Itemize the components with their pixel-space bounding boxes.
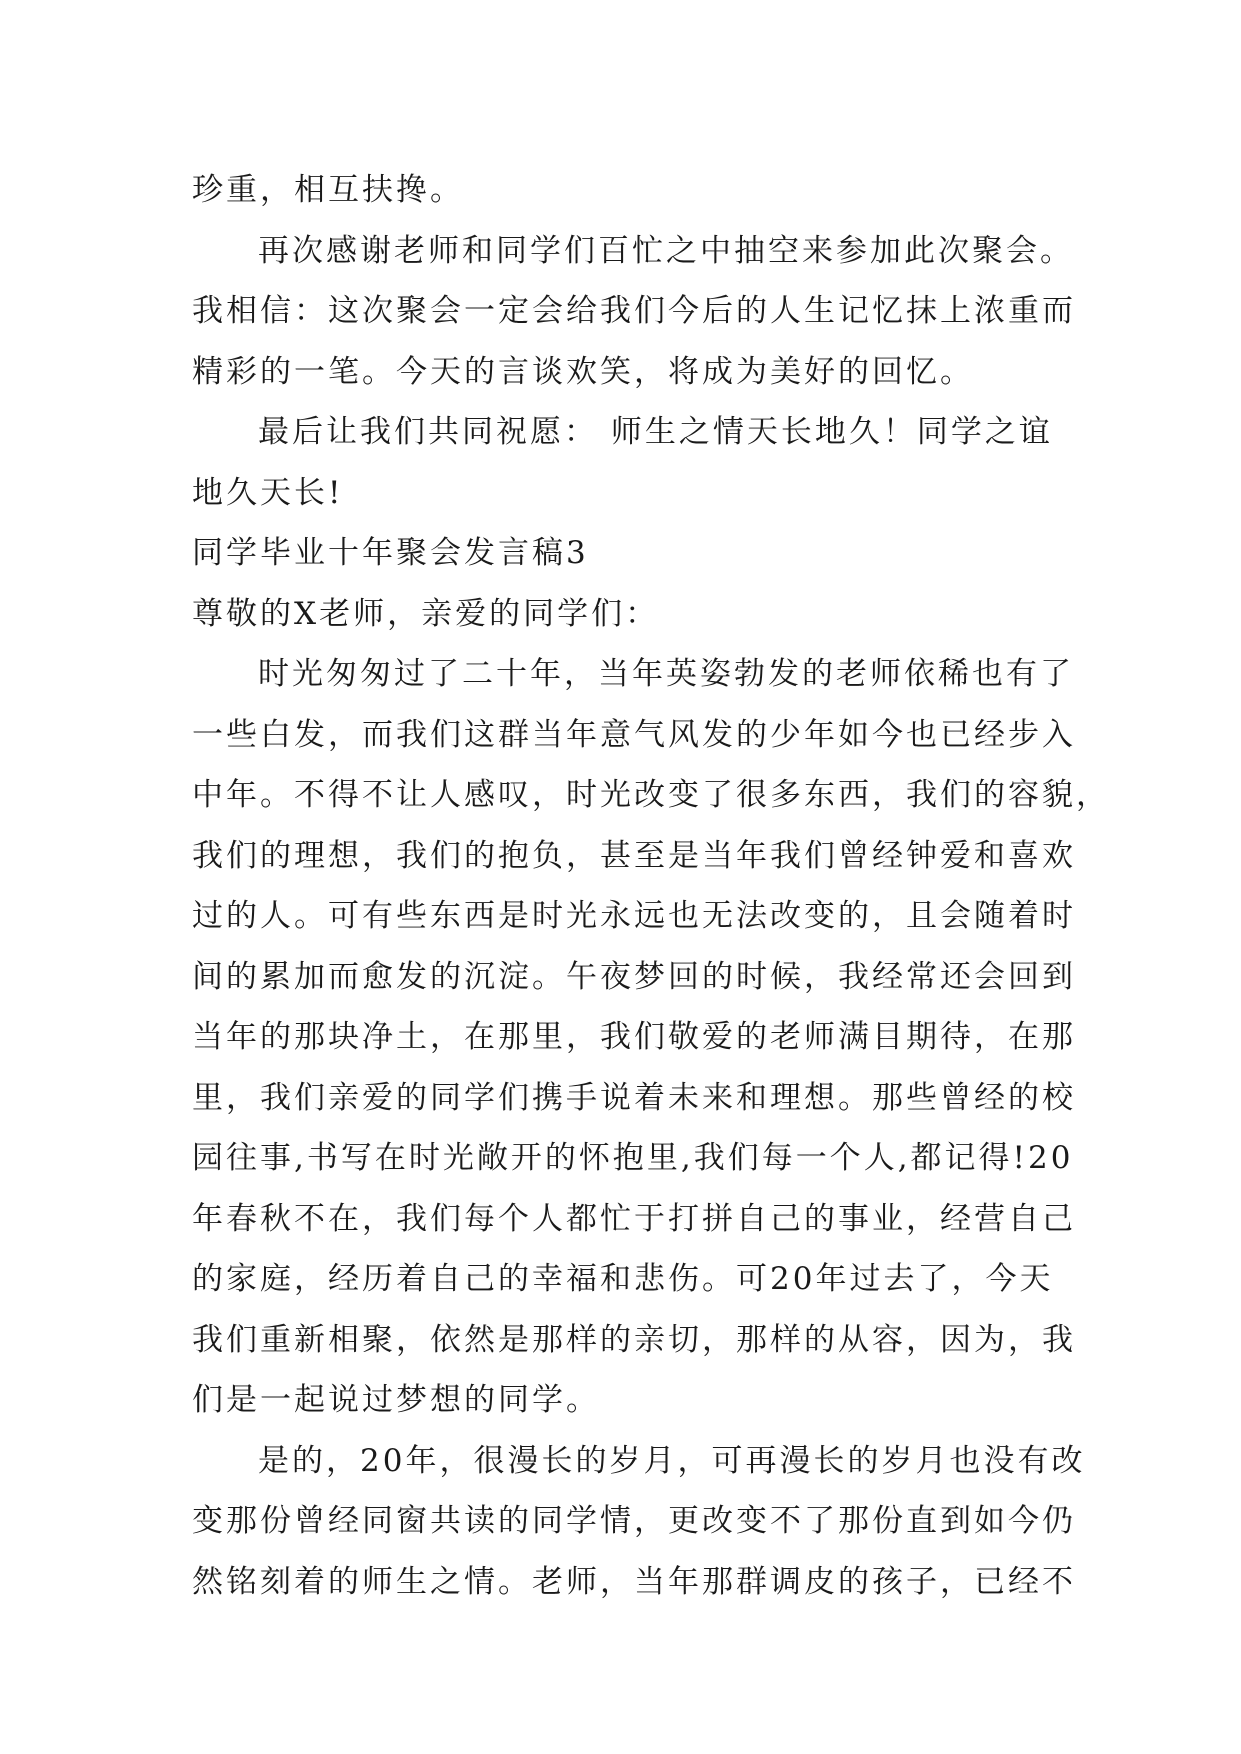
text-line: 我相信：这次聚会一定会给我们今后的人生记忆抹上浓重而 (192, 293, 1076, 329)
text-line: 一些白发，而我们这群当年意气风发的少年如今也已经步入 (192, 716, 1076, 753)
text-line: 园往事,书写在时光敞开的怀抱里,我们每一个人,都记得!20 (192, 1140, 1074, 1176)
text-line: 然铭刻着的师生之情。老师，当年那群调皮的孩子，已经不 (192, 1563, 1076, 1600)
paragraph-start-line: 最后让我们共同祝愿： 师生之情天长地久！同学之谊 (258, 414, 1053, 450)
text-line: 我们的理想，我们的抱负，甚至是当年我们曾经钟爱和喜欢 (192, 837, 1076, 874)
text-line: 我们重新相聚，依然是那样的亲切，那样的从容，因为，我 (192, 1321, 1076, 1358)
text-line: 们是一起说过梦想的同学。 (192, 1382, 600, 1418)
text-line: 变那份曾经同窗共读的同学情，更改变不了那份直到如今仍 (192, 1503, 1076, 1539)
document-page (192, 160, 1110, 1612)
text-line: 年春秋不在，我们每个人都忙于打拼自己的事业，经营自己 (192, 1200, 1076, 1237)
paragraph-start-line: 时光匆匆过了二十年，当年英姿勃发的老师依稀也有了 (258, 656, 1074, 692)
text-line: 的家庭，经历着自己的幸福和悲伤。可20年过去了，今天 (192, 1261, 1054, 1297)
text-line: 精彩的一笔。今天的言谈欢笑，将成为美好的回忆。 (192, 353, 974, 390)
text-line: 当年的那块净土，在那里，我们敬爱的老师满目期待，在那 (192, 1019, 1076, 1055)
text-line: 里，我们亲爱的同学们携手说着未来和理想。那些曾经的校 (192, 1079, 1076, 1116)
text-line: 中年。不得不让人感叹，时光改变了很多东西，我们的容貌， (192, 777, 1110, 813)
section-heading: 同学毕业十年聚会发言稿3 (192, 535, 589, 571)
text-line: 珍重，相互扶搀。 (192, 172, 464, 208)
text-line: 过的人。可有些东西是时光永远也无法改变的，且会随着时 (192, 898, 1076, 934)
paragraph-start-line: 是的，20年，很漫长的岁月，可再漫长的岁月也没有改 (258, 1442, 1086, 1479)
text-line: 地久天长! (192, 474, 344, 511)
paragraph-start-line: 再次感谢老师和同学们百忙之中抽空来参加此次聚会。 (258, 232, 1074, 269)
text-line: 间的累加而愈发的沉淀。午夜梦回的时候，我经常还会回到 (192, 958, 1076, 995)
salutation: 尊敬的X老师，亲爱的同学们： (192, 595, 660, 632)
